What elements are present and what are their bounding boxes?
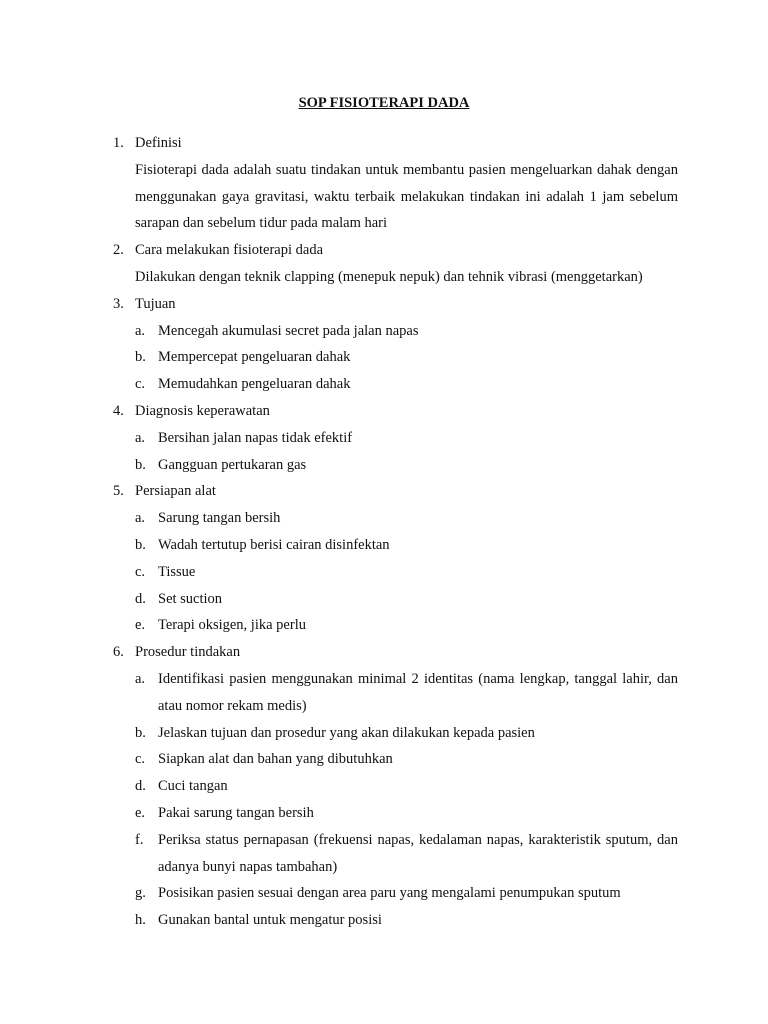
section-number: 4. xyxy=(113,402,124,419)
list-item xyxy=(135,800,678,827)
section-5 xyxy=(113,478,678,639)
section-3 xyxy=(113,291,678,398)
list-item-text: Periksa status pernapasan (frekuensi napas, kedalaman napas, karakteristik sputum, dan adanya bunyi napas tambahan) xyxy=(158,831,678,875)
section-body: Dilakukan dengan teknik clapping (menepuk nepuk) dan tehnik vibrasi (menggetarkan) xyxy=(135,268,643,285)
list-item-letter: b. xyxy=(135,456,146,473)
list-item xyxy=(135,586,678,613)
section-1 xyxy=(113,130,678,237)
sub-list xyxy=(135,666,678,934)
list-item-letter: a. xyxy=(135,322,146,339)
list-item-letter: c. xyxy=(135,376,146,393)
list-item xyxy=(135,746,678,773)
list-item xyxy=(135,532,678,559)
list-item-letter: d. xyxy=(135,778,146,795)
list-item-text: Memudahkan pengeluaran dahak xyxy=(158,376,351,393)
list-item-letter: c. xyxy=(135,563,146,580)
list-item-text: Siapkan alat dan bahan yang dibutuhkan xyxy=(158,751,393,768)
list-item-letter: e. xyxy=(135,804,146,821)
list-item-letter: h. xyxy=(135,912,146,929)
list-item-letter: f. xyxy=(135,831,144,848)
section-number: 6. xyxy=(113,644,124,661)
list-item xyxy=(135,720,678,747)
sub-list xyxy=(135,505,678,639)
list-item-text: Set suction xyxy=(158,590,223,607)
section-4 xyxy=(113,398,678,478)
list-item-text: Pakai sarung tangan bersih xyxy=(158,804,314,821)
list-item xyxy=(135,907,678,934)
section-heading: Definisi xyxy=(135,135,182,151)
list-item-letter: g. xyxy=(135,885,146,902)
list-item-text: Mencegah akumulasi secret pada jalan napas xyxy=(158,322,419,339)
list-item-text: Identifikasi pasien menggunakan minimal 2 identitas (nama lengkap, tanggal lahir, dan atau nomor rekam medis) xyxy=(158,670,678,714)
list-item-text: Sarung tangan bersih xyxy=(158,510,281,527)
list-item-letter: d. xyxy=(135,590,146,607)
section-number: 3. xyxy=(113,295,124,312)
section-number: 5. xyxy=(113,483,124,500)
list-item-text: Gangguan pertukaran gas xyxy=(158,456,307,473)
list-item xyxy=(135,318,678,345)
list-item-text: Mempercepat pengeluaran dahak xyxy=(158,349,351,366)
list-item xyxy=(135,425,678,452)
list-item-text: Gunakan bantal untuk mengatur posisi xyxy=(158,912,382,929)
list-item-text: Bersihan jalan napas tidak efektif xyxy=(158,429,353,446)
sub-list xyxy=(135,425,678,479)
list-item xyxy=(135,371,678,398)
list-item-text: Terapi oksigen, jika perlu xyxy=(158,617,306,634)
list-item xyxy=(135,452,678,479)
list-item-letter: c. xyxy=(135,751,146,768)
document-title: SOP FISIOTERAPI DADA xyxy=(298,95,470,111)
list-item xyxy=(135,827,678,881)
list-item-letter: a. xyxy=(135,670,146,687)
list-item-letter: a. xyxy=(135,510,146,527)
section-heading: Cara melakukan fisioterapi dada xyxy=(135,242,324,259)
section-list xyxy=(113,130,678,934)
list-item-text: Cuci tangan xyxy=(158,778,228,795)
list-item xyxy=(135,612,678,639)
list-item-letter: a. xyxy=(135,429,146,446)
list-item xyxy=(135,344,678,371)
list-item-text: Jelaskan tujuan dan prosedur yang akan dilakukan kepada pasien xyxy=(158,724,535,741)
list-item xyxy=(135,880,678,907)
list-item-letter: e. xyxy=(135,617,146,634)
sub-list xyxy=(135,318,678,398)
section-number: 1. xyxy=(113,135,124,151)
list-item-text: Tissue xyxy=(158,563,196,580)
section-body: Fisioterapi dada adalah suatu tindakan untuk membantu pasien mengeluarkan dahak dengan menggunakan gaya gravitasi, waktu terbaik melakukan tindakan ini adalah 1 jam sebelum sarapan dan sebelum tidur pada malam hari xyxy=(135,161,678,232)
list-item-letter: b. xyxy=(135,349,146,366)
list-item xyxy=(135,505,678,532)
list-item xyxy=(135,773,678,800)
list-item-text: Wadah tertutup berisi cairan disinfektan xyxy=(158,536,390,553)
list-item-letter: b. xyxy=(135,724,146,741)
section-heading: Prosedur tindakan xyxy=(135,644,241,661)
section-heading: Diagnosis keperawatan xyxy=(135,402,270,419)
section-heading: Tujuan xyxy=(135,295,176,312)
list-item xyxy=(135,666,678,720)
section-6 xyxy=(113,639,678,934)
list-item xyxy=(135,559,678,586)
section-number: 2. xyxy=(113,242,124,259)
section-heading: Persiapan alat xyxy=(135,483,216,500)
list-item-letter: b. xyxy=(135,536,146,553)
section-2 xyxy=(113,237,678,291)
list-item-text: Posisikan pasien sesuai dengan area paru yang mengalami penumpukan sputum xyxy=(158,885,621,902)
